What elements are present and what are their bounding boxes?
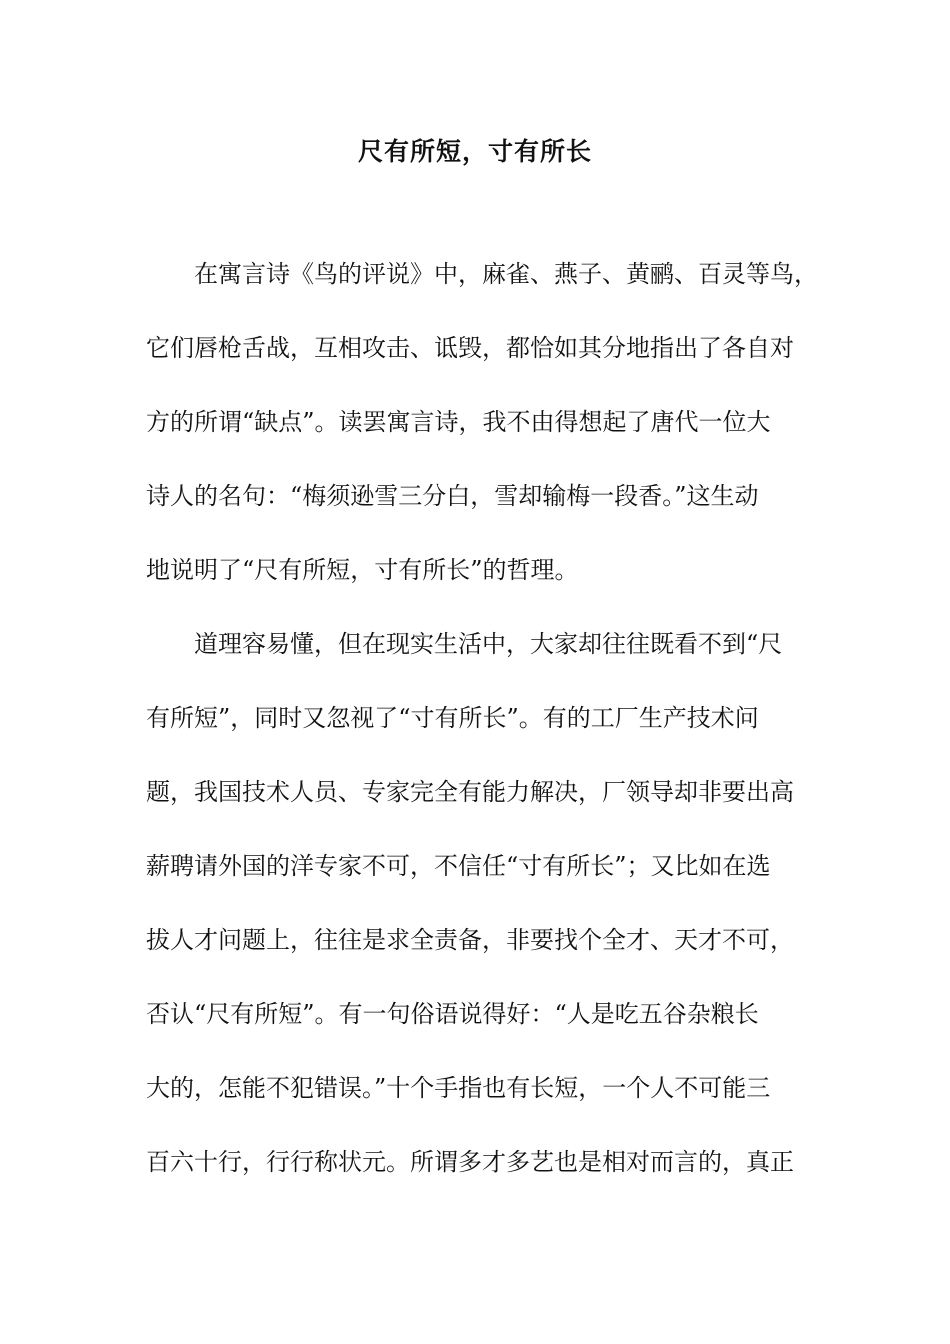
paragraph-2-line-7: 大的，怎能不犯错误。”十个手指也有长短，一个人不可能三 xyxy=(146,1074,771,1102)
paragraph-1-line-2: 它们唇枪舌战，互相攻击、诋毁，都恰如其分地指出了各自对 xyxy=(146,334,794,362)
paragraph-1-line-1: 在寓言诗《鸟的评说》中，麻雀、燕子、黄鹂、百灵等鸟， xyxy=(194,260,818,288)
paragraph-1-line-4: 诗人的名句：“梅须逊雪三分白，雪却输梅一段香。”这生动 xyxy=(146,482,759,510)
paragraph-2-line-1: 道理容易懂，但在现实生活中，大家却往往既看不到“尺 xyxy=(194,630,783,658)
paragraph-2-line-8: 百六十行，行行称状元。所谓多才多艺也是相对而言的，真正 xyxy=(146,1148,794,1176)
document-title: 尺有所短，寸有所长 xyxy=(357,137,592,166)
paragraph-1-line-5: 地说明了“尺有所短，寸有所长”的哲理。 xyxy=(146,556,579,584)
paragraph-2-line-4: 薪聘请外国的洋专家不可，不信任“寸有所长”；又比如在选 xyxy=(146,852,771,880)
paragraph-2-line-5: 拔人才问题上，往往是求全责备，非要找个全才、天才不可， xyxy=(146,926,794,954)
paragraph-2-line-6: 否认“尺有所短”。有一句俗语说得好：“人是吃五谷杂粮长 xyxy=(146,1000,759,1028)
paragraph-2-line-2: 有所短”，同时又忽视了“寸有所长”。有的工厂生产技术问 xyxy=(146,704,759,732)
paragraph-2-line-3: 题，我国技术人员、专家完全有能力解决，厂领导却非要出高 xyxy=(146,778,794,806)
paragraph-1-line-3: 方的所谓“缺点”。读罢寓言诗，我不由得想起了唐代一位大 xyxy=(146,408,771,436)
